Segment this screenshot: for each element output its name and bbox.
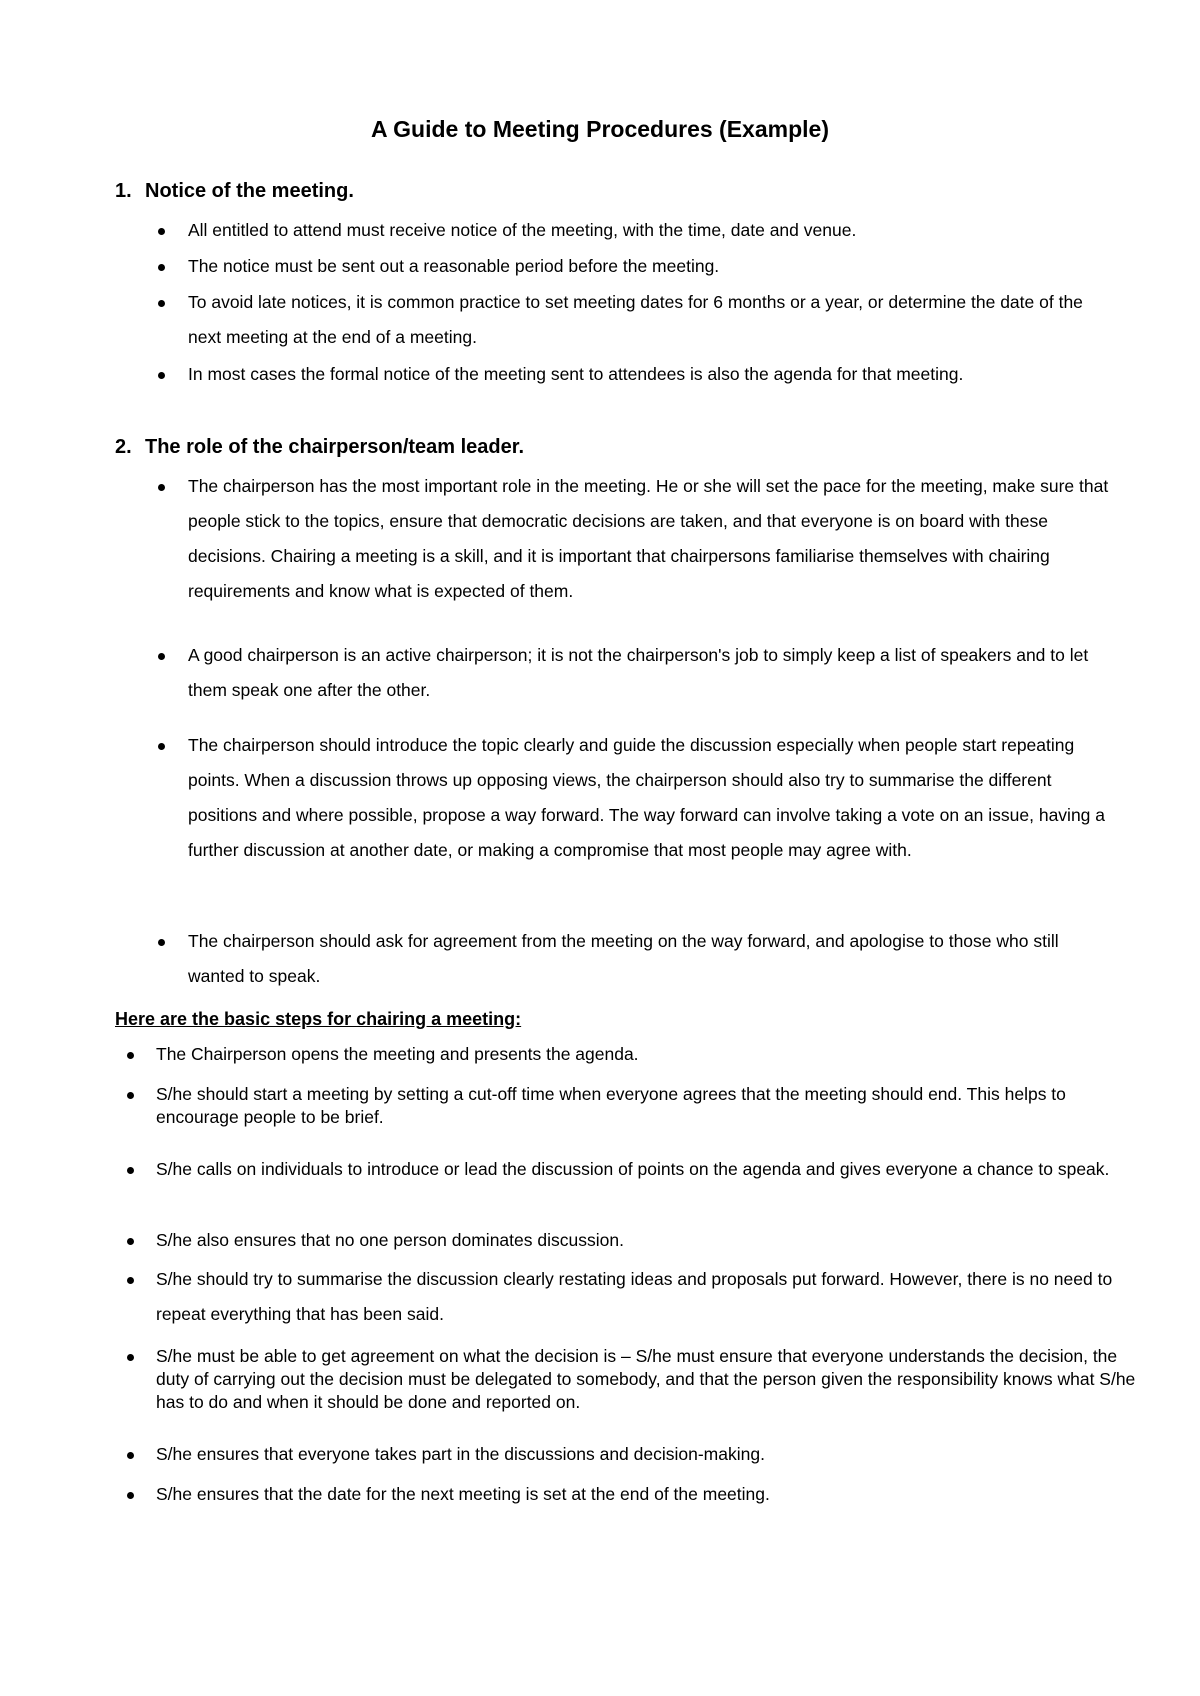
steps-heading: Here are the basic steps for chairing a meeting: bbox=[115, 1009, 522, 1029]
list-item: S/he ensures that the date for the next meeting is set at the end of the meeting. bbox=[156, 1483, 1146, 1506]
section-2-number: 2. bbox=[115, 436, 132, 458]
bullet-icon bbox=[158, 228, 165, 235]
bullet-icon bbox=[158, 484, 165, 491]
bullet-icon bbox=[158, 743, 165, 750]
list-item: The Chairperson opens the meeting and presents the agenda. bbox=[156, 1043, 1146, 1066]
bullet-icon bbox=[127, 1277, 134, 1284]
bullet-icon bbox=[158, 939, 165, 946]
list-item: S/he must be able to get agreement on what the decision is – S/he must ensure that everyone understands the decision, the duty of carrying out the decision must be delegated to somebody, and that the person given the responsibility knows what S/he has to do and when it should be done and reported on. bbox=[156, 1345, 1146, 1414]
section-1-title: Notice of the meeting. bbox=[145, 180, 354, 202]
section-2-title: The role of the chairperson/team leader. bbox=[145, 436, 525, 458]
bullet-icon bbox=[127, 1052, 134, 1059]
section-1-number: 1. bbox=[115, 180, 132, 202]
list-item: In most cases the formal notice of the meeting sent to attendees is also the agenda for that meeting. bbox=[188, 357, 1118, 392]
bullet-icon bbox=[127, 1167, 134, 1174]
list-item: S/he ensures that everyone takes part in the discussions and decision-making. bbox=[156, 1443, 1146, 1466]
section-1-heading bbox=[115, 178, 354, 204]
bullet-icon bbox=[158, 653, 165, 660]
list-item: The chairperson should ask for agreement from the meeting on the way forward, and apologise to those who still wanted to speak. bbox=[188, 924, 1118, 994]
bullet-icon bbox=[127, 1092, 134, 1099]
list-item: S/he also ensures that no one person dominates discussion. bbox=[156, 1229, 1146, 1252]
list-item: All entitled to attend must receive notice of the meeting, with the time, date and venue. bbox=[188, 213, 1118, 248]
list-item: To avoid late notices, it is common practice to set meeting dates for 6 months or a year, or determine the date of the next meeting at the end of a meeting. bbox=[188, 285, 1118, 355]
list-item: The notice must be sent out a reasonable period before the meeting. bbox=[188, 249, 1118, 284]
list-item: S/he should start a meeting by setting a cut-off time when everyone agrees that the meeting should end. This helps to encourage people to be brief. bbox=[156, 1083, 1146, 1129]
document-title: A Guide to Meeting Procedures (Example) bbox=[371, 116, 829, 142]
bullet-icon bbox=[158, 264, 165, 271]
list-item: The chairperson has the most important role in the meeting. He or she will set the pace for the meeting, make sure that people stick to the topics, ensure that democratic decisions are taken, and that everyone is on board with these decisions. Chairing a meeting is a skill, and it is important that chairpersons familiarise themselves with chairing requirements and know what is expected of them. bbox=[188, 469, 1118, 609]
bullet-icon bbox=[158, 300, 165, 307]
list-item: S/he calls on individuals to introduce or lead the discussion of points on the agenda and gives everyone a chance to speak. bbox=[156, 1158, 1146, 1181]
section-2-heading bbox=[115, 434, 524, 460]
bullet-icon bbox=[127, 1492, 134, 1499]
list-item: S/he should try to summarise the discussion clearly restating ideas and proposals put forward. However, there is no need to repeat everything that has been said. bbox=[156, 1262, 1146, 1332]
bullet-icon bbox=[127, 1354, 134, 1361]
list-item: A good chairperson is an active chairperson; it is not the chairperson's job to simply keep a list of speakers and to let them speak one after the other. bbox=[188, 638, 1118, 708]
bullet-icon bbox=[127, 1238, 134, 1245]
list-item: The chairperson should introduce the topic clearly and guide the discussion especially when people start repeating points. When a discussion throws up opposing views, the chairperson should also try to summarise the different positions and where possible, propose a way forward. The way forward can involve taking a vote on an issue, having a further discussion at another date, or making a compromise that most people may agree with. bbox=[188, 728, 1118, 868]
bullet-icon bbox=[127, 1452, 134, 1459]
bullet-icon bbox=[158, 372, 165, 379]
